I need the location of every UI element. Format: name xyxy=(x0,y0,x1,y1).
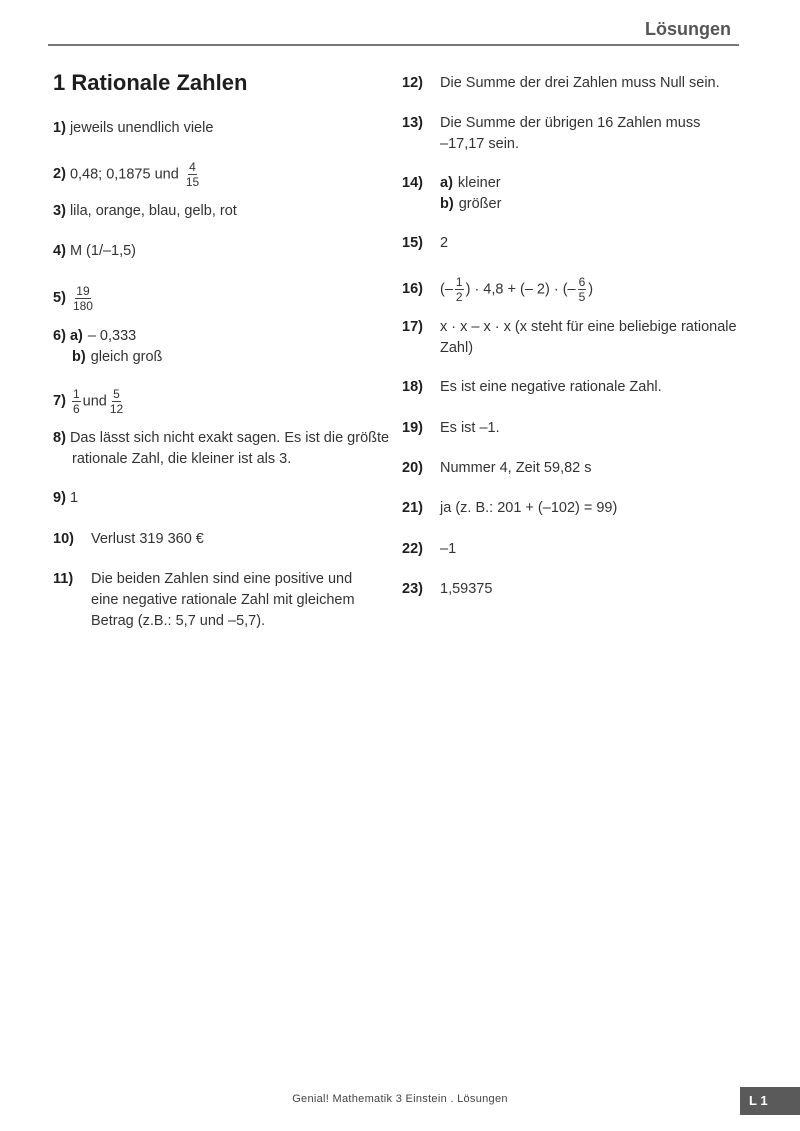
answer-6 xyxy=(53,326,162,368)
answer-text: M (1/–1,5) xyxy=(69,243,137,259)
answer-text: 1 xyxy=(69,490,79,506)
subpart-label-a: a) xyxy=(69,328,83,344)
answer-number: 17) xyxy=(402,319,423,335)
answer-number: 21) xyxy=(402,500,423,516)
answer-12 xyxy=(402,73,720,94)
answer-17 xyxy=(402,317,737,359)
answer-number: 1) xyxy=(53,120,66,136)
answer-2 xyxy=(53,160,202,189)
subpart-text-a: – 0,333 xyxy=(87,328,137,344)
answer-text: 1,59375 xyxy=(440,581,493,597)
answer-13 xyxy=(402,113,700,155)
answer-number: 6) xyxy=(53,328,66,344)
answer-number: 11) xyxy=(53,571,74,587)
answer-number: 18) xyxy=(402,379,423,395)
answer-text: Es ist –1. xyxy=(440,420,500,436)
expression-part: ) · 4,8 + (– 2) · (– xyxy=(465,281,576,298)
answer-number: 10) xyxy=(53,531,74,547)
answer-number: 20) xyxy=(402,460,423,476)
answer-text: 0,48; 0,1875 und xyxy=(69,166,179,183)
fraction xyxy=(72,284,94,313)
fraction xyxy=(578,275,587,304)
denominator: 12 xyxy=(109,402,124,416)
answer-19 xyxy=(402,418,500,439)
answer-number: 16) xyxy=(402,281,423,298)
answer-15 xyxy=(402,233,448,254)
expression-part: ) xyxy=(588,281,594,298)
page-header-title: Lösungen xyxy=(645,19,731,39)
answer-text: jeweils unendlich viele xyxy=(69,120,214,136)
answer-11 xyxy=(53,569,355,632)
answer-16 xyxy=(402,275,593,304)
answer-number: 19) xyxy=(402,420,423,436)
subpart-text-b: größer xyxy=(458,196,502,212)
denominator: 6 xyxy=(72,402,80,416)
answer-10 xyxy=(53,529,204,550)
answer-text: Es ist eine negative rationale Zahl. xyxy=(440,379,662,395)
answer-4 xyxy=(53,241,136,262)
answer-number: 12) xyxy=(402,75,423,91)
numerator: 4 xyxy=(189,160,196,174)
answer-text-line-1: Die beiden Zahlen sind eine positive und xyxy=(91,571,353,587)
denominator: 5 xyxy=(578,290,586,304)
answer-text: –1 xyxy=(440,541,457,557)
subpart-text-b: gleich groß xyxy=(90,349,163,365)
fraction xyxy=(109,387,124,416)
expression-part: (– xyxy=(440,281,453,298)
answer-text: Verlust 319 360 € xyxy=(91,531,204,547)
answer-text-line-1: x · x – x · x (x steht für eine beliebige rationale xyxy=(440,319,737,335)
answer-8 xyxy=(53,428,389,470)
answer-5 xyxy=(53,284,96,313)
answer-9 xyxy=(53,488,78,509)
answer-text: Nummer 4, Zeit 59,82 s xyxy=(440,460,592,476)
answer-text-line-2: Zahl) xyxy=(440,340,474,356)
answer-text-line-1: Die Summe der übrigen 16 Zahlen muss xyxy=(440,115,701,131)
answer-number: 14) xyxy=(402,175,423,191)
answer-14 xyxy=(402,173,501,215)
answer-number: 13) xyxy=(402,115,423,131)
answer-text: lila, orange, blau, gelb, rot xyxy=(69,203,237,219)
fraction xyxy=(72,387,81,416)
answer-number: 5) xyxy=(53,290,66,307)
section-title: 1 Rationale Zahlen xyxy=(53,70,248,95)
answer-number: 8) xyxy=(53,430,66,446)
denominator: 180 xyxy=(72,299,93,313)
page-number-badge: L 1 xyxy=(740,1087,800,1115)
subpart-label-b: b) xyxy=(72,349,86,365)
answer-text: und xyxy=(82,393,107,410)
subpart-label-b: b) xyxy=(440,196,454,212)
answer-3 xyxy=(53,201,237,222)
answer-20 xyxy=(402,458,592,479)
numerator: 19 xyxy=(76,284,90,298)
answer-number: 7) xyxy=(53,393,66,410)
fraction xyxy=(185,160,200,189)
subpart-text-a: kleiner xyxy=(457,175,501,191)
numerator: 5 xyxy=(113,387,120,401)
footer-text: Genial! Mathematik 3 Einstein . Lösungen xyxy=(292,1093,508,1105)
numerator: 1 xyxy=(455,275,463,289)
answer-text-line-2: eine negative rationale Zahl mit gleichem xyxy=(91,592,355,608)
header-rule xyxy=(48,44,739,46)
answer-text: ja (z. B.: 201 + (–102) = 99) xyxy=(440,500,618,516)
answer-21 xyxy=(402,498,617,519)
denominator: 15 xyxy=(185,175,200,189)
answer-number: 9) xyxy=(53,490,66,506)
answer-number: 3) xyxy=(53,203,66,219)
answer-text-line-3: Betrag (z.B.: 5,7 und –5,7). xyxy=(91,613,266,629)
answer-text: Die Summe der drei Zahlen muss Null sein. xyxy=(440,75,720,91)
answer-23 xyxy=(402,579,492,600)
answer-18 xyxy=(402,377,662,398)
subpart-label-a: a) xyxy=(440,175,453,191)
fraction xyxy=(455,275,464,304)
answer-text-line-2: rationale Zahl, die kleiner ist als 3. xyxy=(72,451,292,467)
answer-number: 22) xyxy=(402,541,423,557)
numerator: 6 xyxy=(578,275,586,289)
answer-text: 2 xyxy=(440,235,449,251)
answer-22 xyxy=(402,539,456,560)
denominator: 2 xyxy=(455,290,463,304)
answer-7 xyxy=(53,387,126,416)
answer-number: 23) xyxy=(402,581,423,597)
answer-number: 4) xyxy=(53,243,66,259)
answer-number: 15) xyxy=(402,235,423,251)
answer-text-line-2: –17,17 sein. xyxy=(440,136,520,152)
answer-text-line-1: Das lässt sich nicht exakt sagen. Es ist die größte xyxy=(69,430,390,446)
numerator: 1 xyxy=(72,387,80,401)
answer-1 xyxy=(53,118,213,139)
answer-number: 2) xyxy=(53,166,66,183)
